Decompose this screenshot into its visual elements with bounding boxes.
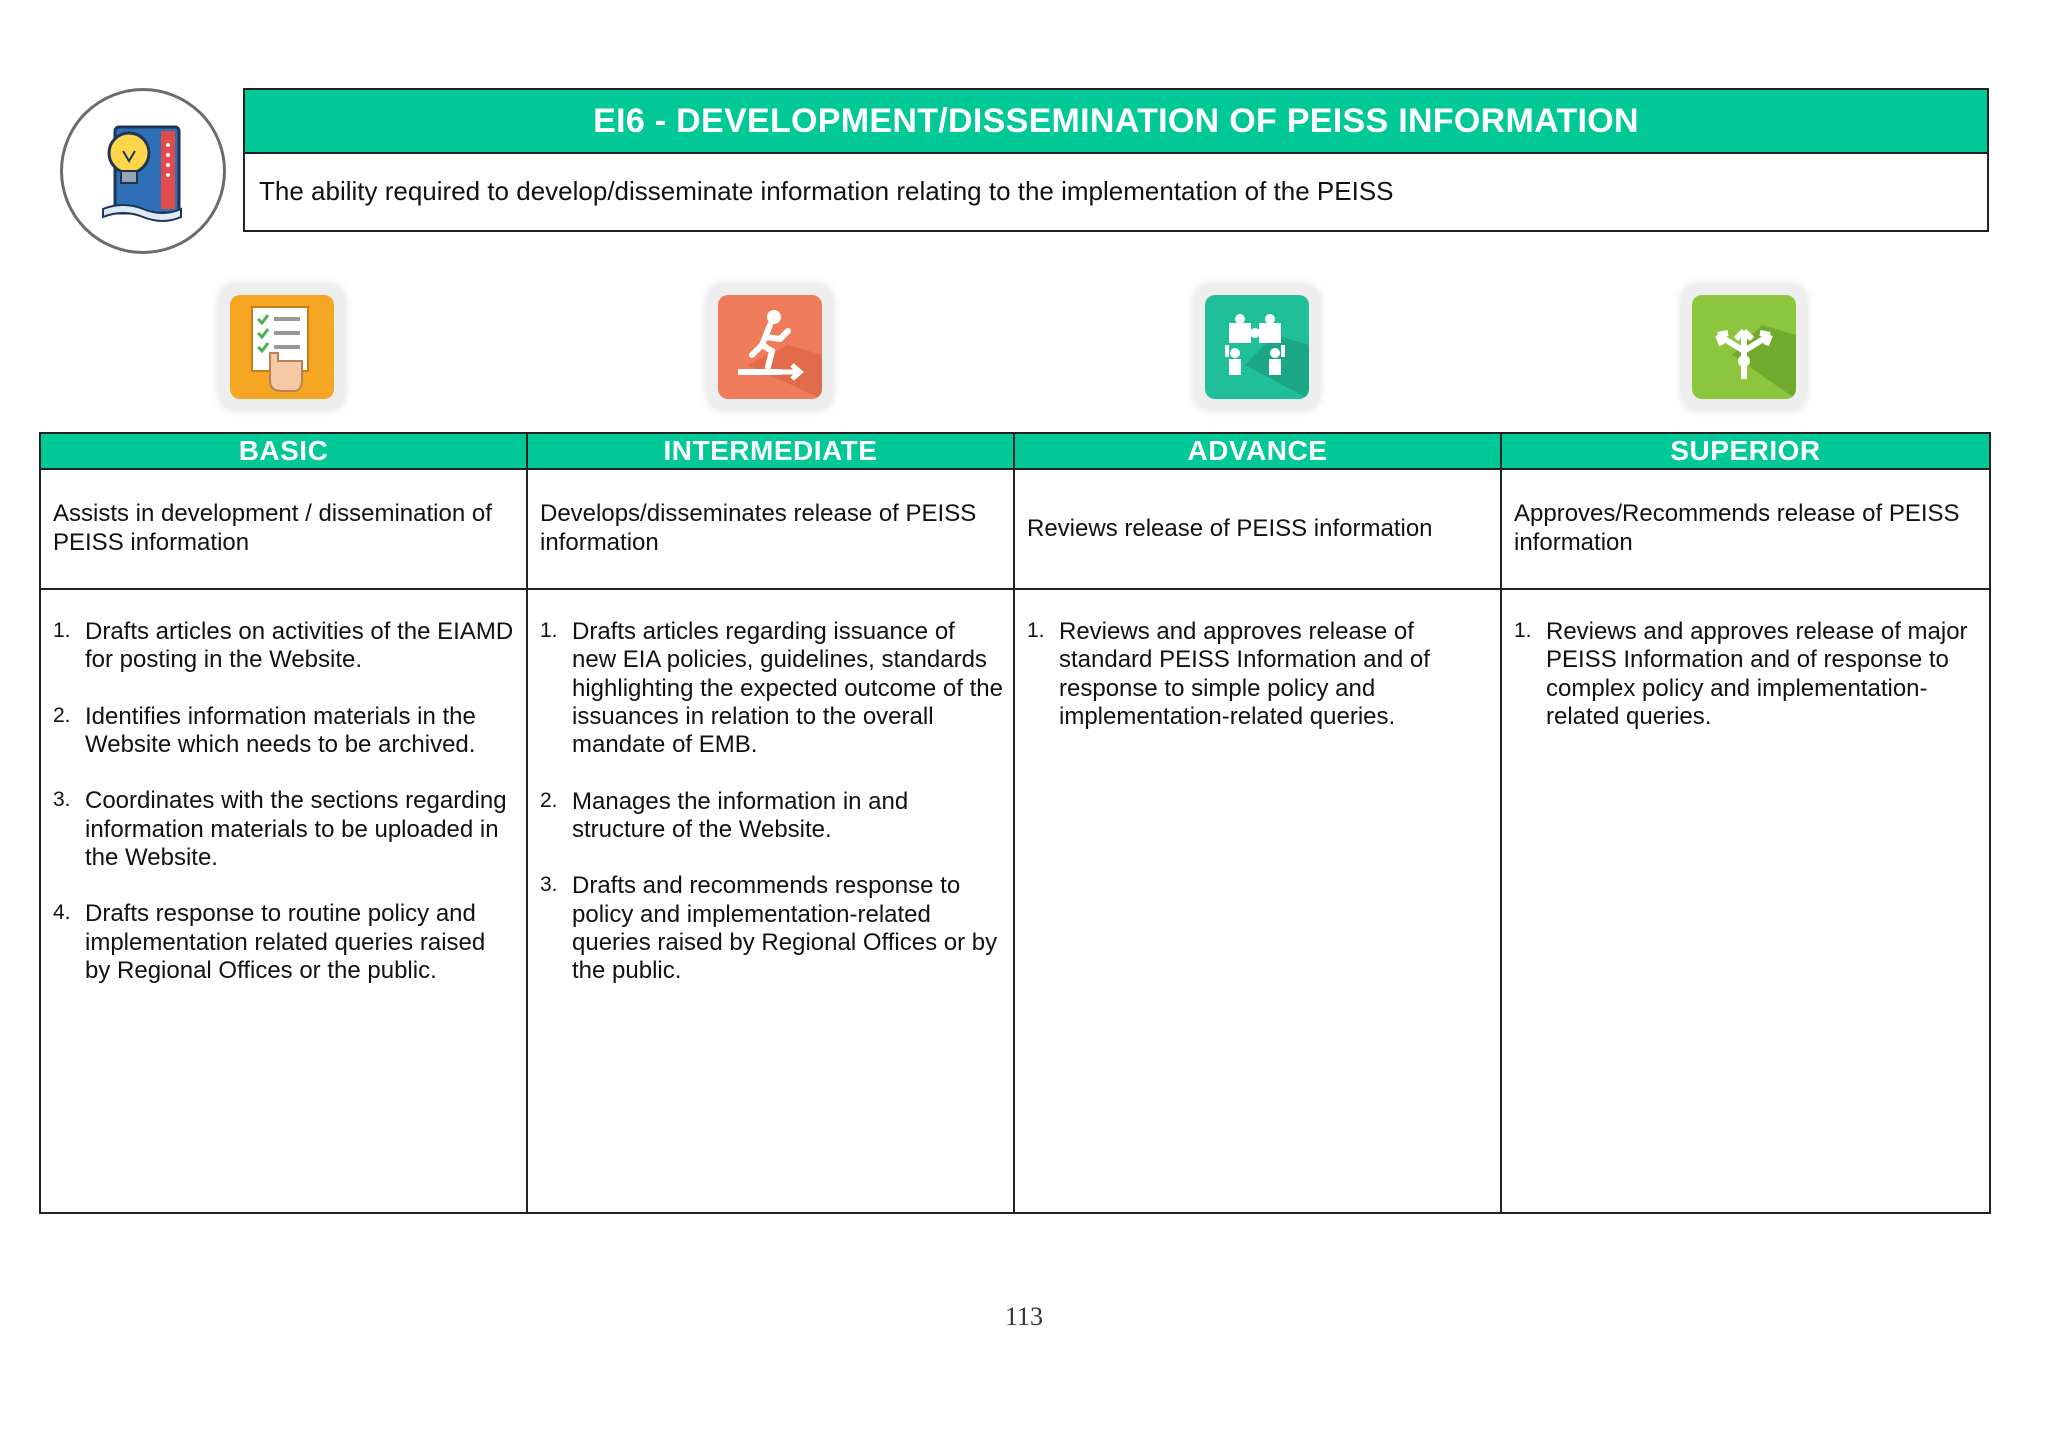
level-summary-superior: Approves/Recommends release of PEISS information [1501,469,1990,589]
level-header-row [40,433,1990,469]
indicator-text: Manages the information in and structure of the Website. [572,787,909,843]
indicator-number: 3. [53,788,71,812]
indicator-text: Identifies information materials in the Website which needs to be archived. [85,702,476,758]
level-summary-advance: Reviews release of PEISS information [1014,469,1501,589]
level-header-basic: BASIC [40,433,527,469]
checklist-hand-icon [220,285,344,409]
lightbulb-book-icon [60,88,226,254]
indicator-text: Drafts articles on activities of the EIAMD for posting in the Website. [85,618,514,674]
level-indicators-basic [40,589,527,1213]
level-summary-intermediate: Develops/disseminates release of PEISS information [527,469,1014,589]
indicator-number: 2. [540,788,558,812]
indicator-number: 1. [53,619,71,642]
level-indicators-superior [1501,589,1990,1213]
indicator-number: 1. [1514,619,1532,642]
level-summary-row [40,469,1990,589]
level-indicators-row [40,589,1990,1213]
indicator-text: Reviews and approves release of major PEISS Information and of response to complex policy and implementation-related queries. [1546,618,1968,730]
puzzle-people-icon [1195,285,1319,409]
indicator-item [1027,618,1490,731]
indicator-number: 3. [540,873,558,897]
level-header-superior: SUPERIOR [1501,433,1990,469]
indicator-number: 1. [540,619,558,642]
indicator-item [540,872,1003,985]
competency-header [243,88,1989,232]
level-header-intermediate: INTERMEDIATE [527,433,1014,469]
running-person-icon [708,285,832,409]
indicator-text: Drafts response to routine policy and implementation related queries raised by Regional Offices or the public. [85,900,486,984]
indicator-item [53,703,516,760]
indicator-text: Drafts articles regarding issuance of new EIA policies, guidelines, standards highlighting the expected outcome of the issuances in relation to the overall mandate of EMB. [572,618,1003,759]
indicator-text: Coordinates with the sections regarding information materials to be uploaded in the Website. [85,787,507,871]
level-indicators-intermediate [527,589,1014,1213]
indicator-text: Drafts and recommends response to policy and implementation-related queries raised by Regional Offices or by the public. [572,872,998,985]
page-number: 113 [1004,1302,1044,1331]
indicator-item [53,618,516,675]
page-title: EI6 - DEVELOPMENT/DISSEMINATION OF PEISS INFORMATION [245,90,1987,154]
level-header-advance: ADVANCE [1014,433,1501,469]
indicator-number: 2. [53,703,71,727]
indicator-number: 4. [53,901,71,925]
proficiency-levels-table [39,432,1991,1214]
indicator-item [53,900,516,985]
indicator-item [53,787,516,872]
crossroads-icon [1682,285,1806,409]
indicator-item [540,788,1003,845]
indicator-number: 1. [1027,619,1045,642]
indicator-item [1514,618,1979,731]
indicator-text: Reviews and approves release of standard PEISS Information and of response to simple policy and implementation-related queries. [1059,618,1430,730]
level-summary-basic: Assists in development / dissemination of PEISS information [40,469,527,589]
indicator-item [540,618,1003,760]
competency-description: The ability required to develop/disseminate information relating to the implementation of the PEISS [259,176,1394,206]
level-indicators-advance [1014,589,1501,1213]
